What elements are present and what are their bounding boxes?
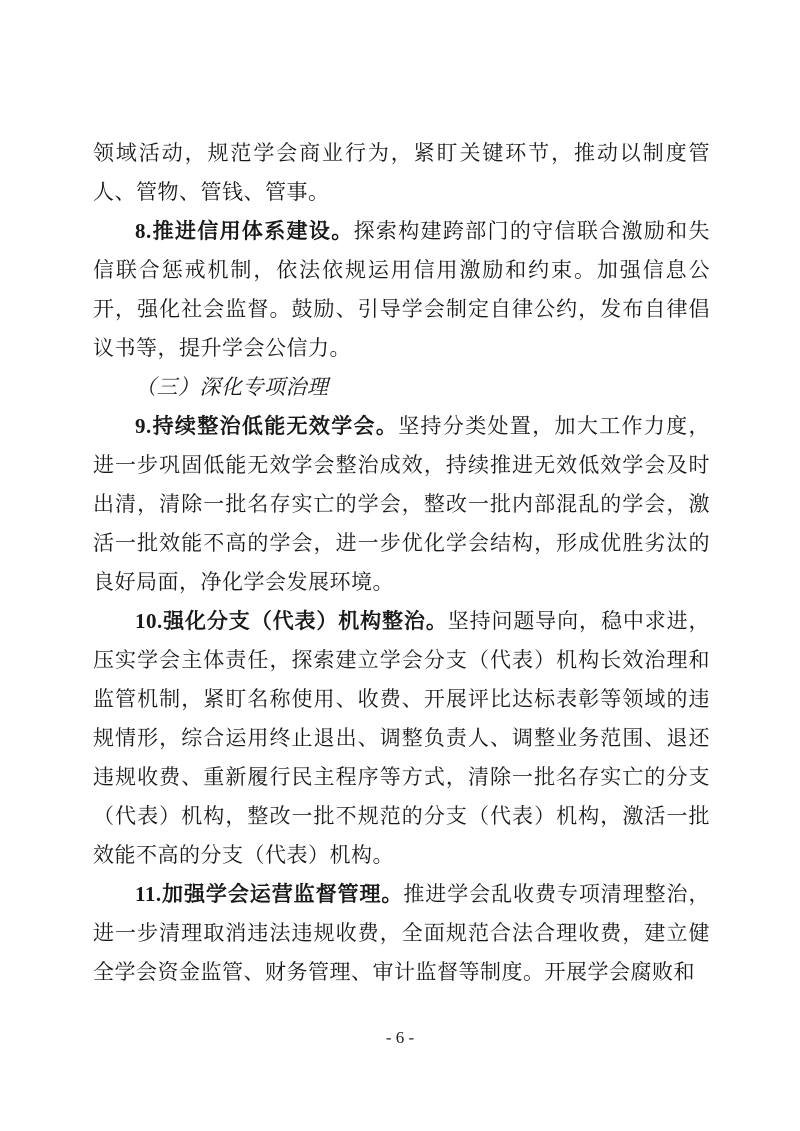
paragraph-item-9: [93, 407, 710, 602]
paragraph-continuation: 领域活动，规范学会商业行为，紧盯关键环节，推动以制度管人、管物、管钱、管事。: [93, 141, 710, 204]
paragraph-lead: 11.加强学会运营监督管理。: [135, 882, 404, 906]
paragraph-text: 坚持分类处置，加大工作力度，进一步巩固低能无效学会整治成效，持续推进无效低效学会及时出清，清除一批名存实亡的学会，整改一批内部混乱的学会，激活一批效能不高的学会，进一步优化学会结构，形成优胜劣汰的良好局面，净化学会发展环境。: [93, 414, 711, 594]
paragraph-text: 坚持问题导向，稳中求进，压实学会主体责任，探索建立学会分支（代表）机构长效治理和监管机制，紧盯名称使用、收费、开展评比达标表彰等领域的违规情形，综合运用终止退出、调整负责人、调整业务范围、退还违规收费、重新履行民主程序等方式，清除一批名存实亡的分支（代表）机构，整改一批不规范的分支（代表）机构，激活一批效能不高的分支（代表）机构。: [93, 609, 711, 867]
paragraph-text: 推进学会乱收费专项清理整治，进一步清理取消违法违规收费，全面规范合法合理收费，建立健全学会资金监管、财务管理、审计监督等制度。开展学会腐败和: [93, 882, 710, 984]
paragraph-item-11: [93, 875, 710, 992]
page-body: [93, 134, 710, 992]
paragraph-lead: 8.推进信用体系建设。: [135, 219, 354, 243]
paragraph-item-8: [93, 212, 710, 368]
paragraph-lead: 10.强化分支（代表）机构整治。: [135, 609, 448, 633]
paragraph-lead: 9.持续整治低能无效学会。: [135, 414, 399, 438]
page-footer: [0, 1026, 800, 1050]
section-heading: （三）深化专项治理: [135, 375, 329, 399]
paragraph-text: 探索构建跨部门的守信联合激励和失信联合惩戒机制，依法依规运用信用激励和约束。加强信息公开，强化社会监督。鼓励、引导学会制定自律公约，发布自律倡议书等，提升学会公信力。: [93, 219, 711, 360]
page-number: - 6 -: [385, 1028, 415, 1047]
paragraph-item-10: [93, 602, 710, 875]
